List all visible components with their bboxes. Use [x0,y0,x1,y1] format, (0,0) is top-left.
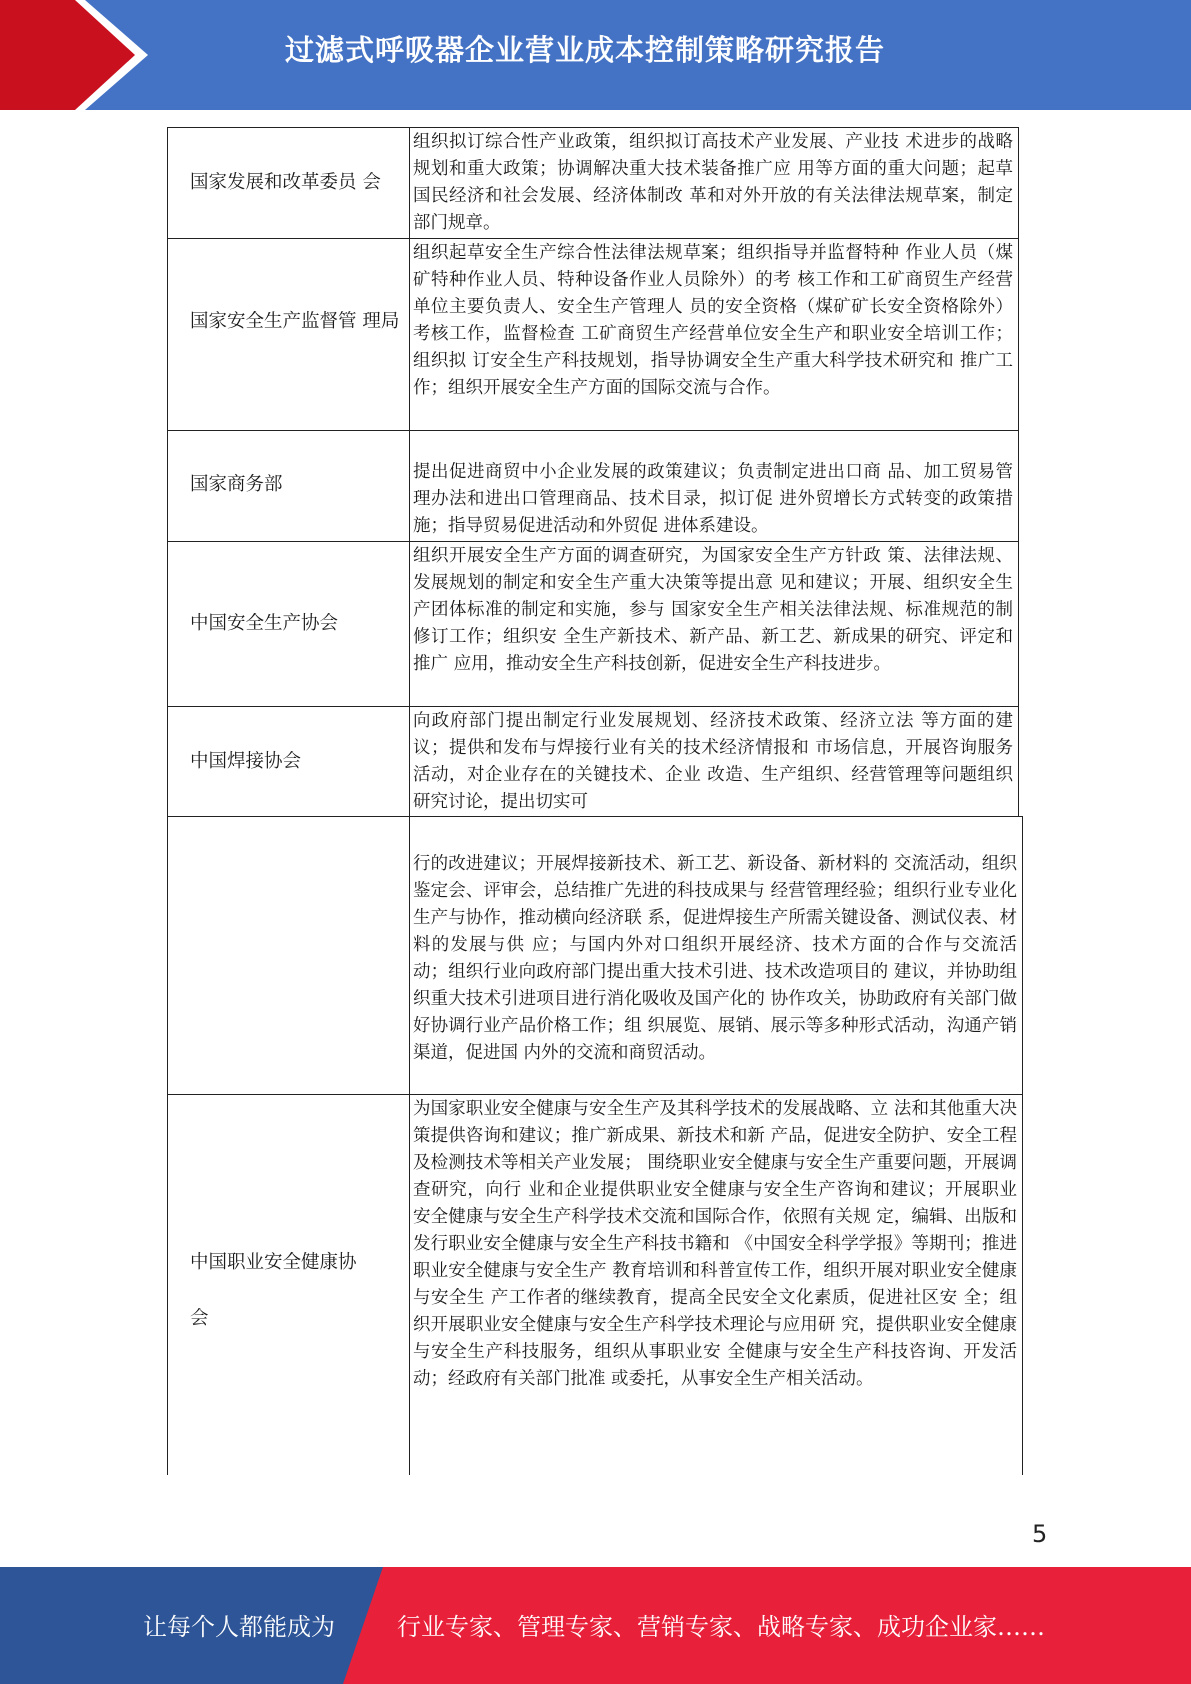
org-cell [167,238,409,430]
desc-cell [409,430,1019,541]
desc-cell [409,127,1019,238]
org-cell [167,706,409,816]
org-name: 国家安全生产监督管 理局 [190,311,400,332]
footer-slogan-left: 让每个人都能成为 [143,1613,335,1641]
desc-cell [409,541,1019,706]
org-description: 组织拟订综合性产业政策，组织拟订高技术产业发展、产业技 术进步的战略规划和重大政策；协调解决重大技术装备推广应 用等方面的重大问题；起草国民经济和社会发展、经济体制改 革和对外开放的有关法律法规草案，制定部门规章。 [413,132,1013,233]
desc-cell [409,706,1019,816]
table-row [167,706,1019,816]
report-title: 过滤式呼吸器企业营业成本控制策略研究报告 [285,33,886,67]
desc-cell [409,816,1023,1094]
table-row [167,1094,1023,1475]
org-cell [167,1094,409,1475]
org-cell [167,816,409,1094]
table-row [167,541,1019,706]
org-cell [167,541,409,706]
table-row [167,816,1023,1094]
desc-cell [409,238,1019,430]
org-name: 国家发展和改革委员 会 [190,172,381,193]
org-description: 组织起草安全生产综合性法律法规草案；组织指导并监督特种 作业人员（煤矿特种作业人员、特种设备作业人员除外）的考 核工作和工矿商贸生产经营单位主要负责人、安全生产管理人 员的安全资格（煤矿矿长安全资格除外）考核工作，监督检查 工矿商贸生产经营单位安全生产和职业安全培训工作；组织拟 订安全生产科技规划，指导协调安全生产重大科学技术研究和 推广工作；组织开展安全生产方面的国际交流与合作。 [413,243,1013,398]
org-name: 中国职业安全健康协 会 [190,1252,357,1329]
page-footer [0,1567,1191,1684]
org-cell [167,430,409,541]
table-row [167,430,1019,541]
desc-cell [409,1094,1023,1475]
org-cell [167,127,409,238]
footer-slogan-right: 行业专家、管理专家、营销专家、战略专家、成功企业家…… [397,1613,1045,1641]
org-description: 提出促进商贸中小企业发展的政策建议；负责制定进出口商 品、加工贸易管理办法和进出口管理商品、技术目录，拟订促 进外贸增长方式转变的政策措施；指导贸易促进活动和外贸促 进体系建设。 [413,462,1013,536]
page-header [0,0,1191,110]
org-name: 中国安全生产协会 [190,613,339,634]
org-description: 向政府部门提出制定行业发展规划、经济技术政策、经济立法 等方面的建议；提供和发布与焊接行业有关的技术经济情报和 市场信息，开展咨询服务活动，对企业存在的关键技术、企业 改造、生产组织、经营管理等问题组织研究讨论，提出切实可 [413,711,1013,812]
page-number: 5 [1032,1520,1048,1548]
org-name: 中国焊接协会 [190,751,302,772]
org-description: 为国家职业安全健康与安全生产及其科学技术的发展战略、立 法和其他重大决策提供咨询和建议；推广新成果、新技术和新 产品，促进安全防护、安全工程及检测技术等相关产业发展； 围绕职业安全健康与安全生产重要问题，开展调查研究，向行 业和企业提供职业安全健康与安全生产咨询和建议；开展职业 安全健康与安全生产科学技术交流和国际合作，依照有关规 定，编辑、出版和发行职业安全健康与安全生产科技书籍和 《中国安全科学学报》等期刊；推进职业安全健康与安全生产 教育培训和科普宣传工作，组织开展对职业安全健康与安全生 产工作者的继续教育，提高全民安全文化素质，促进社区安 全；组织开展职业安全健康与安全生产科学技术理论与应用研 究，提供职业安全健康与安全生产科技服务，组织从事职业安 全健康与安全生产科技咨询、开发活动；经政府有关部门批准 或委托，从事安全生产相关活动。 [413,1099,1017,1389]
org-description: 组织开展安全生产方面的调查研究，为国家安全生产方针政 策、法律法规、发展规划的制定和安全生产重大决策等提出意 见和建议；开展、组织安全生产团体标准的制定和实施，参与 国家安全生产相关法律法规、标准规范的制修订工作；组织安 全生产新技术、新产品、新工艺、新成果的研究、评定和推广 应用，推动安全生产科技创新，促进安全生产科技进步。 [413,546,1013,674]
table-row [167,238,1019,430]
org-description: 行的改进建议；开展焊接新技术、新工艺、新设备、新材料的 交流活动，组织鉴定会、评审会，总结推广先进的科技成果与 经营管理经验；组织行业专业化生产与协作，推动横向经济联 系，促进焊接生产所需关键设备、测试仪表、材料的发展与供 应；与国内外对口组织开展经济、技术方面的合作与交流活 动；组织行业向政府部门提出重大技术引进、技术改造项目的 建议，并协助组织重大技术引进项目进行消化吸收及国产化的 协作攻关，协助政府有关部门做好协调行业产品价格工作；组 织展览、展销、展示等多种形式活动，沟通产销渠道，促进国 内外的交流和商贸活动。 [413,854,1017,1063]
table-row [167,127,1019,238]
org-name: 国家商务部 [190,474,283,495]
